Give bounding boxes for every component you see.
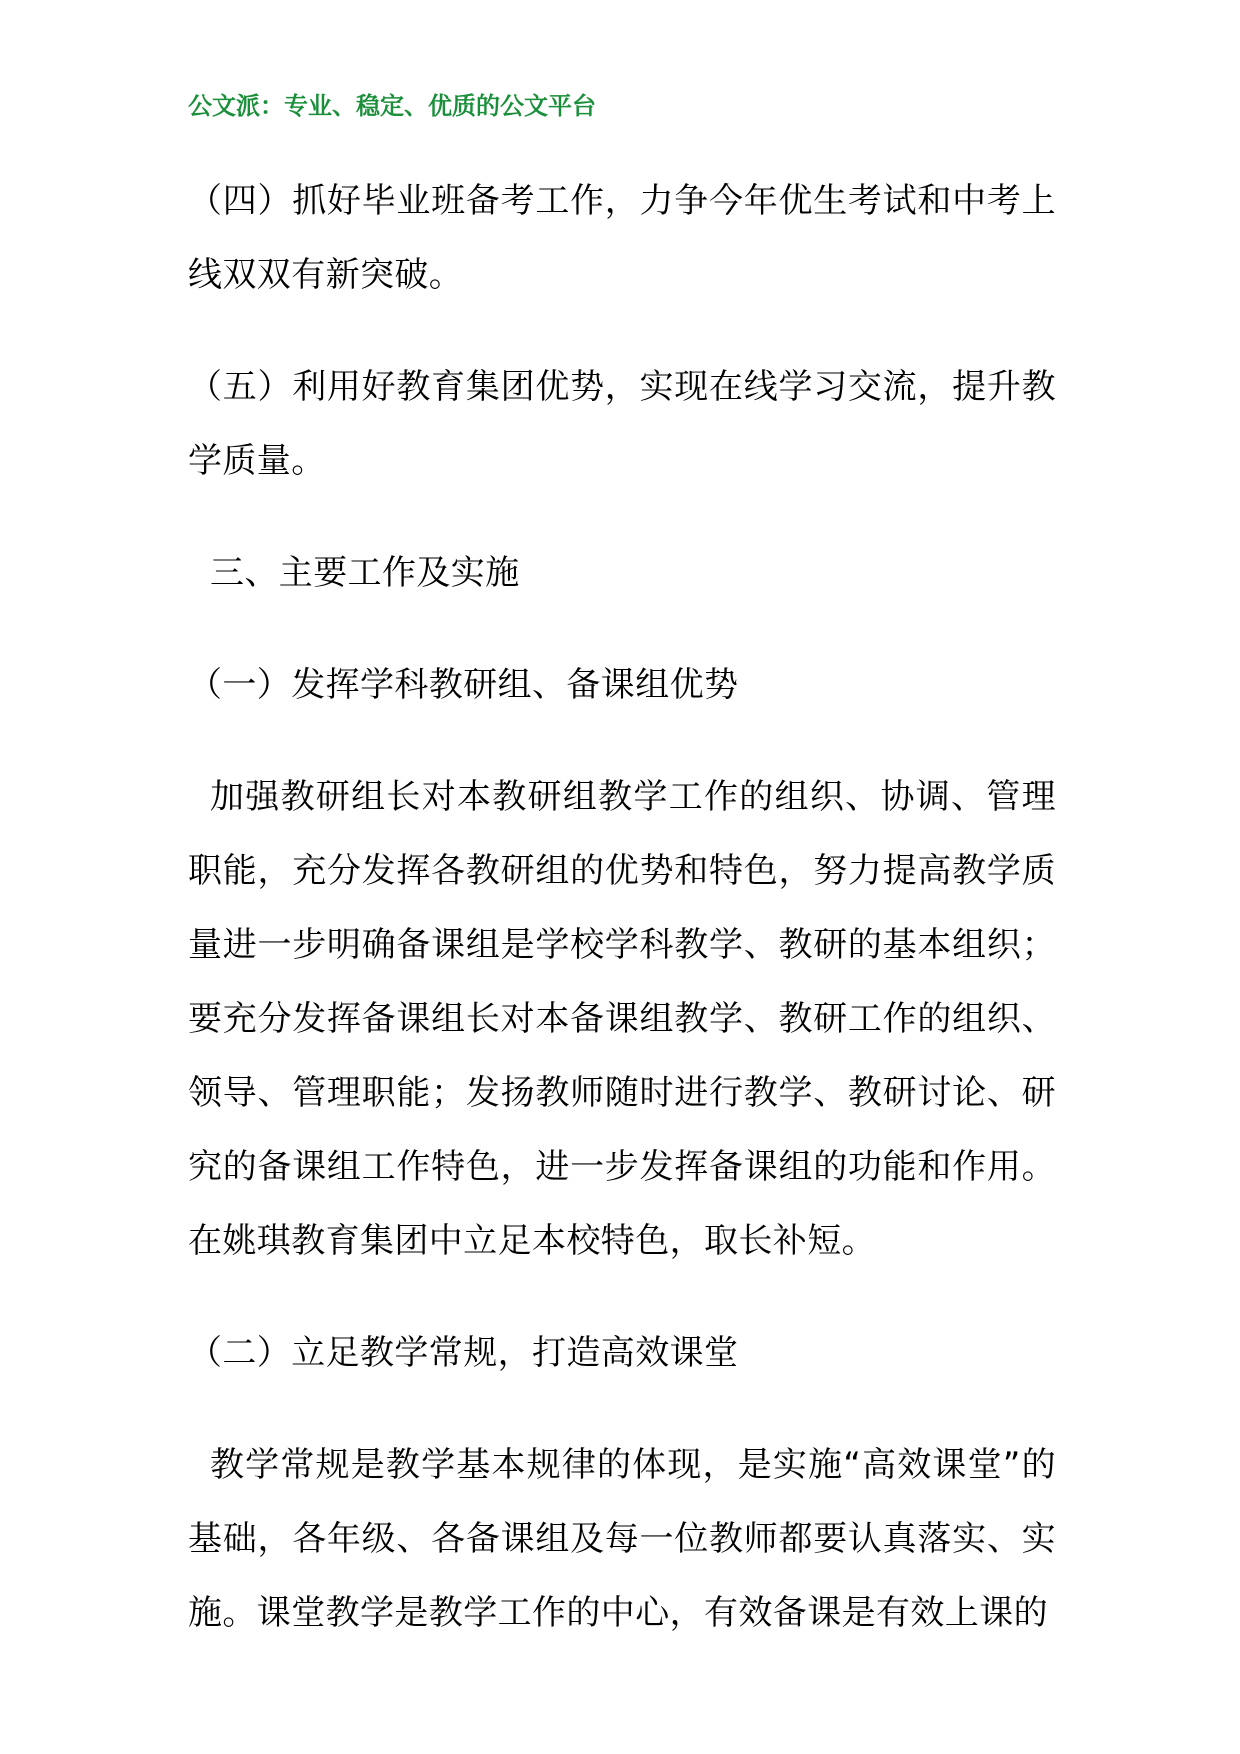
subheading-teaching-groups: （一）发挥学科教研组、备课组优势 [188,665,739,705]
paragraph-teaching-routine: 教学常规是教学基本规律的体现，是实施“高效课堂”的基础，各年级、各备课组及每一位教师都要认真落实、实施。课堂教学是教学工作的中心，有效备课是有效上课的 [188,1445,1056,1633]
paragraph-goal-5: （五）利用好教育集团优势，实现在线学习交流，提升教学质量。 [188,367,1056,481]
paragraph-goal-4: （四）抓好毕业班备考工作，力争今年优生考试和中考上线双双有新突破。 [188,181,1056,295]
document-body [188,164,1056,1688]
subheading-teaching-routine: （二）立足教学常规，打造高效课堂 [188,1333,739,1373]
document-header: 公文派：专业、稳定、优质的公文平台 [188,92,596,120]
section-heading-main-work: 三、主要工作及实施 [210,553,520,593]
paragraph-teaching-groups: 加强教研组长对本教研组教学工作的组织、协调、管理职能，充分发挥各教研组的优势和特色，努力提高教学质量进一步明确备课组是学校学科教学、教研的基本组织；要充分发挥备课组长对本备课组教学、教研工作的组织、领导、管理职能；发扬教师随时进行教学、教研讨论、研究的备课组工作特色，进一步发挥备课组的功能和作用。在姚琪教育集团中立足本校特色，取长补短。 [188,777,1056,1261]
